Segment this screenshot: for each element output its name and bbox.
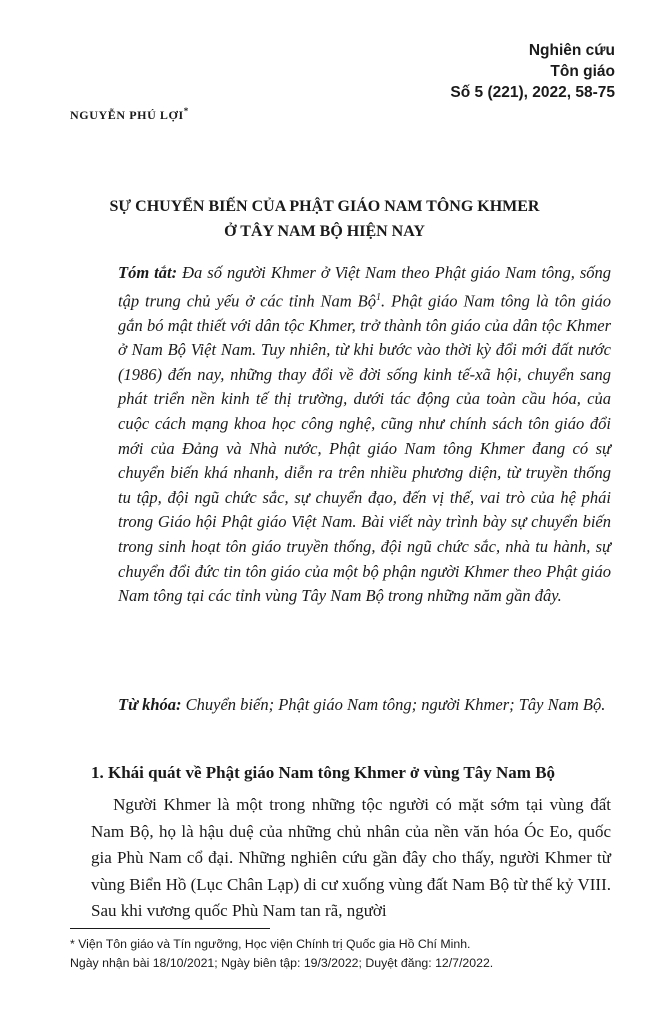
journal-name-line2: Tôn giáo: [550, 63, 615, 80]
footnote-divider: [70, 928, 270, 929]
section-heading: 1. Khái quát về Phật giáo Nam tông Khmer ở vùng Tây Nam Bộ: [91, 763, 556, 782]
footnote-affiliation: * Viện Tôn giáo và Tín ngưỡng, Học viện Chính trị Quốc gia Hồ Chí Minh.: [70, 937, 471, 951]
keywords-label: Từ khóa:: [118, 695, 182, 714]
body-paragraph: [91, 792, 611, 925]
abstract-footnote-ref: 1: [376, 291, 381, 303]
footnotes: [70, 935, 615, 973]
journal-header: [450, 40, 615, 103]
abstract-text-part1: Đa số người Khmer ở Việt Nam theo Phật giáo Nam tông, sống tập trung chủ yếu ở các tỉnh Nam Bộ: [118, 263, 612, 311]
keywords-text: Chuyển biến; Phật giáo Nam tông; người Khmer; Tây Nam Bộ.: [181, 695, 606, 714]
author-name: [70, 106, 189, 123]
footnote-dates: Ngày nhận bài 18/10/2021; Ngày biên tập: 19/3/2022; Duyệt đăng: 12/7/2022.: [70, 956, 494, 970]
abstract: [118, 261, 611, 609]
author-footnote-mark: *: [183, 106, 189, 116]
body-paragraph-text: Người Khmer là một trong những tộc người có mặt sớm tại vùng đất Nam Bộ, họ là hậu duệ của những chủ nhân của nền văn hóa Óc Eo, quốc gia Phù Nam cổ đại. Những nghiên cứu gần đây cho thấy, người Khmer từ vùng Biển Hồ (Lục Chân Lạp) di cư xuống vùng đất Nam Bộ từ thế kỷ VIII. Sau khi vương quốc Phù Nam tan rã, người: [91, 795, 611, 920]
article-title-line1: SỰ CHUYỂN BIẾN CỦA PHẬT GIÁO NAM TÔNG KHMER: [109, 198, 540, 215]
article-title: [0, 194, 649, 244]
abstract-text-part2: . Phật giáo Nam tông là tôn giáo gắn bó mật thiết với dân tộc Khmer, trở thành tôn giáo của dân tộc Khmer ở Nam Bộ Việt Nam. Tuy nhiên, từ khi bước vào thời kỳ đổi mới đất nước (1986) đến nay, những thay đổi về đời sống kinh tế-xã hội, chuyển sang phát triển nền kinh tế thị trường, dưới tác động của toàn cầu hóa, của cuộc cách mạng khoa học công nghệ, cũng như chính sách tôn giáo đổi mới của Đảng và Nhà nước, Phật giáo Nam tông Khmer đang có sự chuyển biến khá nhanh, diễn ra trên nhiều phương diện, từ truyền thống tu tập, đội ngũ chức sắc, sự chuyển đạo, đến vị thế, vai trò của hệ phái trong Giáo hội Phật giáo Việt Nam. Bài viết này trình bày sự chuyển biến trong sinh hoạt tôn giáo truyền thống, đội ngũ chức sắc, nhà tu hành, sự chuyển đổi đức tin tôn giáo của một bộ phận người Khmer theo Phật giáo Nam tông tại các tỉnh vùng Tây Nam Bộ trong những năm gần đây.: [118, 291, 611, 606]
journal-name-line1: Nghiên cứu: [528, 42, 615, 59]
keywords: [118, 693, 611, 718]
article-title-line2: Ở TÂY NAM BỘ HIỆN NAY: [224, 223, 425, 240]
abstract-label: Tóm tắt:: [118, 263, 178, 282]
author-name-text: NGUYỄN PHÚ LỢI: [70, 108, 184, 122]
journal-issue: Số 5 (221), 2022, 58-75: [450, 84, 615, 101]
